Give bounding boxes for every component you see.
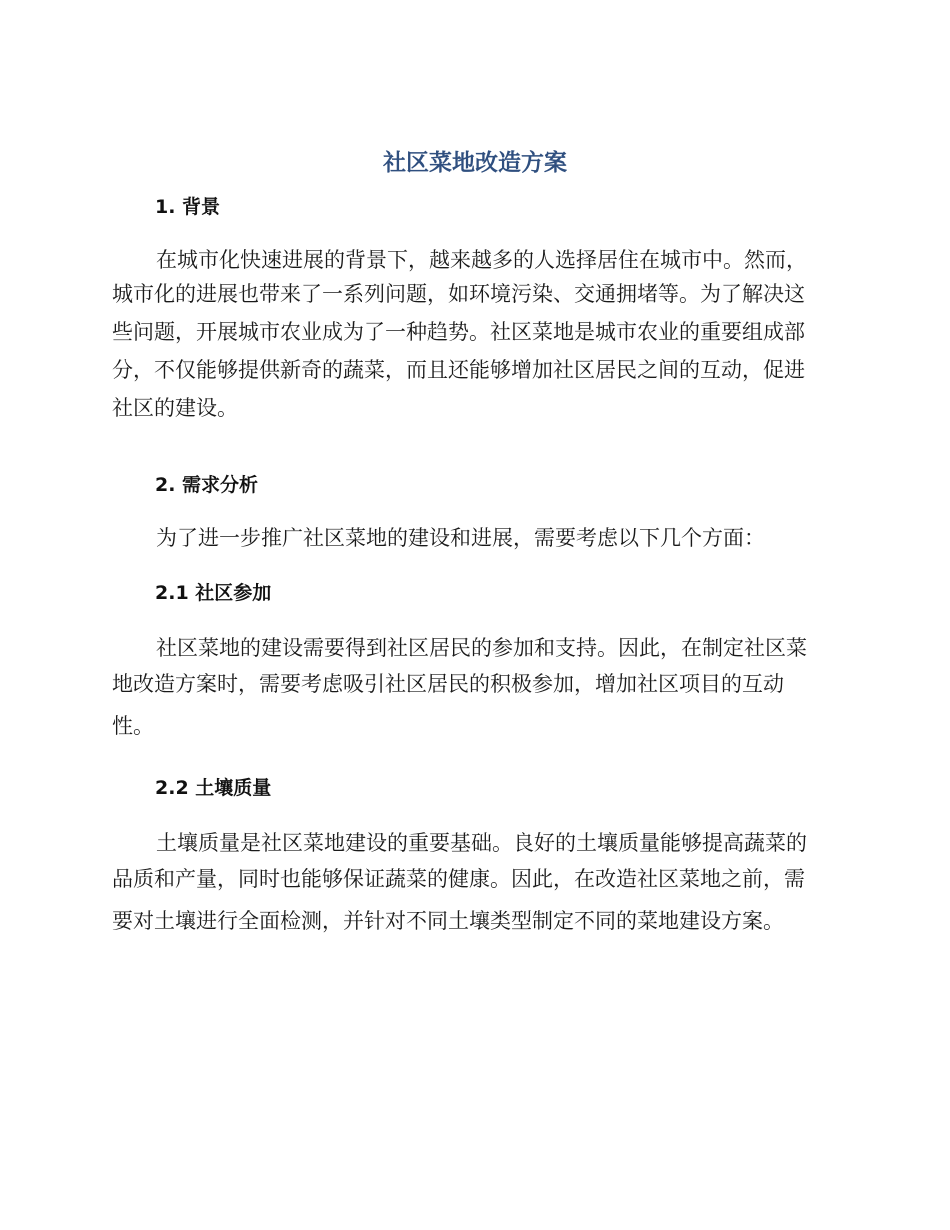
paragraph-line: 为了进一步推广社区菜地的建设和进展，需要考虑以下几个方面： (156, 526, 765, 550)
section-paragraph-needs-analysis (112, 524, 832, 553)
paragraph-line: 在城市化快速进展的背景下，越来越多的人选择居住在城市中。然而， (156, 248, 807, 272)
paragraph-line: 品质和产量，同时也能够保证蔬菜的健康。因此，在改造社区菜地之前，需 (112, 867, 805, 891)
section-paragraph-soil-quality (112, 829, 832, 942)
paragraph-line: 地改造方案时，需要考虑吸引社区居民的积极参加，增加社区项目的互动 (112, 672, 784, 696)
paragraph-line: 社区的建设。 (112, 396, 238, 420)
section-heading-background: 1. 背景 (155, 196, 221, 218)
paragraph-line: 要对土壤进行全面检测，并针对不同土壤类型制定不同的菜地建设方案。 (112, 909, 784, 933)
paragraph-line: 城市化的进展也带来了一系列问题，如环境污染、交通拥堵等。为了解决这 (112, 282, 805, 306)
section-heading-soil-quality: 2.2 土壤质量 (155, 777, 272, 799)
paragraph-line: 些问题，开展城市农业成为了一种趋势。社区菜地是城市农业的重要组成部 (112, 320, 805, 344)
section-heading-community-participation: 2.1 社区参加 (155, 582, 272, 604)
section-paragraph-background (112, 246, 832, 427)
paragraph-line: 社区菜地的建设需要得到社区居民的参加和支持。因此，在制定社区菜 (156, 636, 807, 660)
document-title: 社区菜地改造方案 (383, 150, 567, 176)
paragraph-line: 分，不仅能够提供新奇的蔬菜，而且还能够增加社区居民之间的互动，促进 (112, 358, 805, 382)
section-paragraph-community-participation (112, 634, 832, 747)
section-heading-needs-analysis: 2. 需求分析 (155, 474, 259, 496)
paragraph-line: 土壤质量是社区菜地建设的重要基础。良好的土壤质量能够提高蔬菜的 (156, 831, 807, 855)
paragraph-line: 性。 (112, 714, 154, 738)
